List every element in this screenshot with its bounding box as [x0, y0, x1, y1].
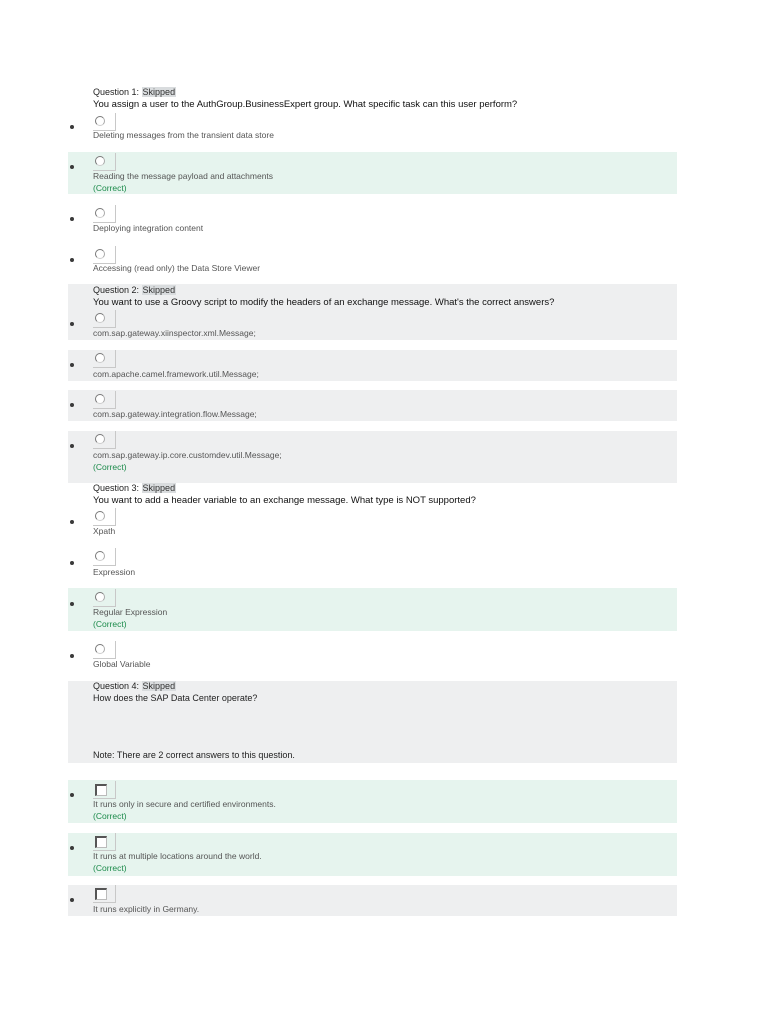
answer-checkbox[interactable] — [93, 781, 116, 799]
radio-icon — [95, 208, 105, 218]
list-bullet — [70, 520, 74, 524]
radio-icon — [95, 353, 105, 363]
answer-radio[interactable] — [93, 205, 116, 223]
status-badge: Skipped — [142, 681, 176, 691]
answer-radio[interactable] — [93, 153, 116, 171]
answer-text: Expression — [93, 567, 136, 577]
radio-icon — [95, 434, 105, 444]
list-bullet — [70, 165, 74, 169]
list-bullet — [70, 898, 74, 902]
question-header — [93, 285, 176, 295]
list-bullet — [70, 602, 74, 606]
answer-text: com.apache.camel.framework.util.Message; — [93, 369, 259, 379]
question-text: You want to add a header variable to an exchange message. What type is NOT supported? — [93, 495, 476, 506]
radio-icon — [95, 156, 105, 166]
answer-checkbox[interactable] — [93, 885, 116, 903]
answer-checkbox[interactable] — [93, 833, 116, 851]
correct-label: (Correct) — [93, 811, 127, 821]
status-badge: Skipped — [142, 87, 176, 97]
list-bullet — [70, 654, 74, 658]
radio-icon — [95, 249, 105, 259]
checkbox-icon — [95, 836, 107, 848]
correct-label: (Correct) — [93, 183, 127, 193]
list-bullet — [70, 322, 74, 326]
list-bullet — [70, 363, 74, 367]
answer-text: Xpath — [93, 526, 116, 536]
question-text: You want to use a Groovy script to modify the headers of an exchange message. What's the correct answers? — [93, 297, 555, 308]
list-bullet — [70, 444, 74, 448]
answer-text: com.sap.gateway.xiinspector.xml.Message; — [93, 328, 256, 338]
answer-text: It runs at multiple locations around the world. — [93, 851, 262, 861]
answer-text: Accessing (read only) the Data Store Viewer — [93, 263, 261, 273]
question-number: Question 2: — [93, 285, 140, 295]
radio-icon — [95, 511, 105, 521]
answer-radio[interactable] — [93, 508, 116, 526]
list-bullet — [70, 846, 74, 850]
question-header — [93, 681, 176, 691]
answer-radio[interactable] — [93, 589, 116, 607]
answer-radio[interactable] — [93, 548, 116, 566]
list-bullet — [70, 125, 74, 129]
status-badge: Skipped — [142, 285, 176, 295]
list-bullet — [70, 403, 74, 407]
radio-icon — [95, 394, 105, 404]
checkbox-icon — [95, 784, 107, 796]
correct-label: (Correct) — [93, 462, 127, 472]
question-number: Question 1: — [93, 87, 140, 97]
list-bullet — [70, 217, 74, 221]
answer-text: It runs explicitly in Germany. — [93, 904, 200, 914]
question-text: How does the SAP Data Center operate? — [93, 693, 258, 703]
answer-text: Global Variable — [93, 659, 151, 669]
answer-radio[interactable] — [93, 641, 116, 659]
status-badge: Skipped — [142, 483, 176, 493]
radio-icon — [95, 592, 105, 602]
correct-label: (Correct) — [93, 863, 127, 873]
answer-radio[interactable] — [93, 113, 116, 131]
question-number: Question 3: — [93, 483, 140, 493]
question-header — [93, 483, 176, 493]
answer-radio[interactable] — [93, 391, 116, 409]
checkbox-icon — [95, 888, 107, 900]
answer-text: com.sap.gateway.integration.flow.Message; — [93, 409, 257, 419]
answer-text: Deploying integration content — [93, 223, 204, 233]
question-header — [93, 87, 176, 97]
correct-label: (Correct) — [93, 619, 127, 629]
radio-icon — [95, 313, 105, 323]
answer-text: Deleting messages from the transient data store — [93, 130, 274, 140]
list-bullet — [70, 258, 74, 262]
answer-text: Reading the message payload and attachments — [93, 171, 274, 181]
answer-text: com.sap.gateway.ip.core.customdev.util.Message; — [93, 450, 282, 460]
question-text: You assign a user to the AuthGroup.BusinessExpert group. What specific task can this user perform? — [93, 99, 518, 110]
answer-radio[interactable] — [93, 310, 116, 328]
answer-text: Regular Expression — [93, 607, 168, 617]
question-number: Question 4: — [93, 681, 140, 691]
question-note: Note: There are 2 correct answers to this question. — [93, 750, 295, 760]
answer-text: It runs only in secure and certified environments. — [93, 799, 276, 809]
list-bullet — [70, 793, 74, 797]
answer-radio[interactable] — [93, 431, 116, 449]
answer-radio[interactable] — [93, 350, 116, 368]
radio-icon — [95, 116, 105, 126]
answer-radio[interactable] — [93, 246, 116, 264]
radio-icon — [95, 551, 105, 561]
list-bullet — [70, 561, 74, 565]
radio-icon — [95, 644, 105, 654]
